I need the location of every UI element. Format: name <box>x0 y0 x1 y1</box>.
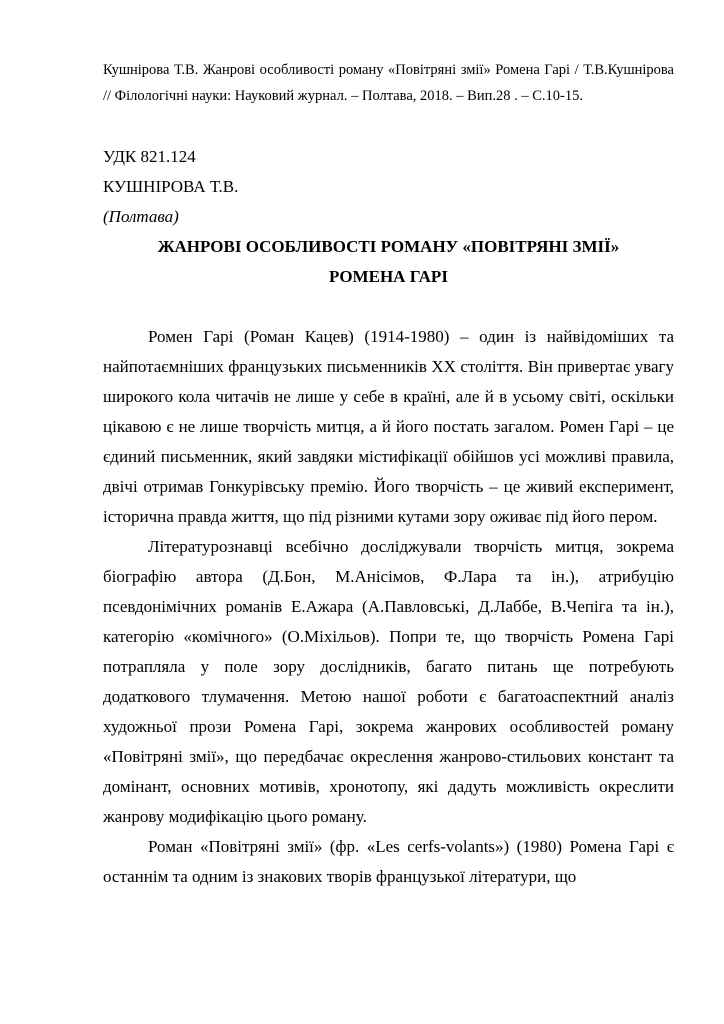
article-title <box>103 232 674 292</box>
author-name: КУШНІРОВА Т.В. <box>103 177 239 196</box>
body-paragraph-3: Роман «Повітряні змії» (фр. «Les cerfs-volants») (1980) Ромена Гарі є останнім та одним із знакових творів французької літератури, що <box>103 837 674 886</box>
author-location: (Полтава) <box>103 207 179 226</box>
article-meta <box>103 142 674 232</box>
body-paragraph-2: Літературознавці всебічно досліджували творчість митця, зокрема біографію автора (Д.Бон, М.Анісімов, Ф.Лара та ін.), атрибуцію псевдонімічних романів Е.Ажара (А.Павловські, Д.Лаббе, В.Чепіга та ін.), категорію «комічного» (О.Міхільов). Попри те, що творчість Ромена Гарі потрапляла у поле зору дослідників, багато питань ще потребують додаткового тлумачення. Метою нашої роботи є багатоаспектний аналіз художньої прози Ромена Гарі, зокрема жанрових особливостей роману «Повітряні змії», що передбачає окреслення жанрово-стильових констант та домінант, основних мотивів, хронотопу, які дадуть можливість окреслити жанрову модифікацію цього роману. <box>103 537 674 826</box>
article-title-line1: ЖАНРОВІ ОСОБЛИВОСТІ РОМАНУ «ПОВІТРЯНІ ЗМІЇ» <box>157 237 620 256</box>
udc-code: УДК 821.124 <box>103 147 196 166</box>
body-paragraph-1: Ромен Гарі (Роман Кацев) (1914-1980) – один із найвідоміших та найпотаємніших французьких письменників ХХ століття. Він привертає увагу широкого кола читачів не лише у себе в країні, але й в усьому світі, оскільки цікавою є не лише творчість митця, а й його постать загалом. Ромен Гарі – це єдиний письменник, який завдяки містифікації обійшов усі можливі правила, двічі отримав Гонкурівську премію. Його творчість – це живий експеримент, історична правда життя, що під різними кутами зору оживає під його пером. <box>103 327 674 526</box>
citation-reference: Кушнірова Т.В. Жанрові особливості роману «Повітряні змії» Ромена Гарі / Т.В.Кушнірова // Філологічні науки: Науковий журнал. – Полтава, 2018. – Вип.28 . – С.10-15. <box>103 62 674 104</box>
article-body <box>103 322 674 892</box>
article-title-line2: РОМЕНА ГАРІ <box>329 267 448 286</box>
